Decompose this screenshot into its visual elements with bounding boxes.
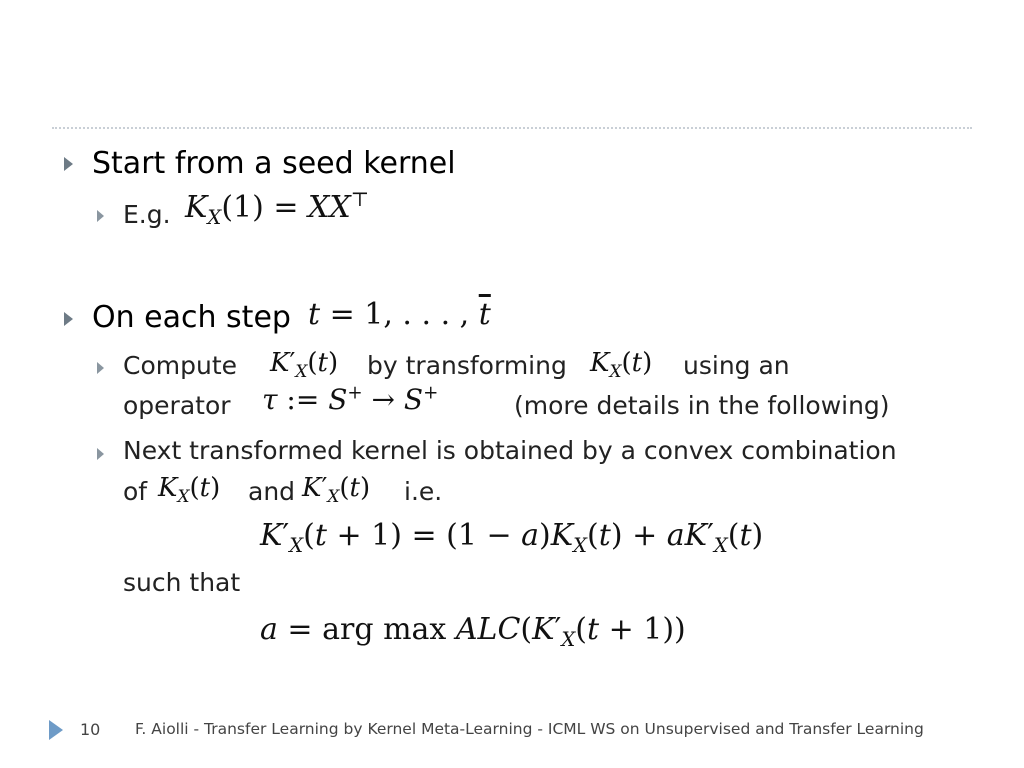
sub-bullet-arrow-icon [97,362,104,374]
such-that-text: such that [123,568,241,597]
transformed-kernel-formula: $K'_X(t)$ [302,473,371,507]
page-number: 10 [80,720,101,739]
kernel-formula: $K_X(t)$ [158,473,221,507]
of-text: of [123,477,148,506]
argmax-formula: a = arg $\max ALC(K'_X(t + 1))$ [260,612,686,651]
footer-arrow-icon [49,720,63,740]
ie-text: i.e. [404,477,443,506]
top-divider [52,127,972,129]
compute-text: Compute [123,351,238,380]
bullet-arrow-icon [64,157,73,171]
operator-text: operator [123,391,231,420]
bullet-seed-kernel: Start from a seed kernel [92,146,456,181]
kernel-formula: $K_X(t)$ [590,348,653,382]
transformed-kernel-formula: $K'_X(t)$ [270,348,339,382]
by-transforming-text: by transforming [367,351,567,380]
bullet-arrow-icon [64,312,73,326]
sub-bullet-eg: E.g. [123,200,171,229]
convex-combination-formula: $K'_X(t + 1) = (1 - a)K_X(t) + aK'_X(t)$ [260,518,764,557]
using-an-text: using an [683,351,790,380]
sub-bullet-arrow-icon [97,448,104,460]
next-kernel-text: Next transformed kernel is obtained by a convex combination [123,436,897,465]
and-text: and [248,477,296,506]
bullet-each-step: On each step [92,300,291,335]
operator-formula: τ := S+ → S+ [262,382,439,416]
footer-text: F. Aiolli - Transfer Learning by Kernel Meta-Learning - ICML WS on Unsupervised and Transfer Learning [135,720,924,738]
seed-kernel-formula: $K_X(1) = XX^⊤$ [185,188,370,229]
more-details-text: (more details in the following) [514,391,890,420]
step-range-formula: t = 1, . . . , $\overline{t}$ [308,297,491,332]
sub-bullet-arrow-icon [97,210,104,222]
